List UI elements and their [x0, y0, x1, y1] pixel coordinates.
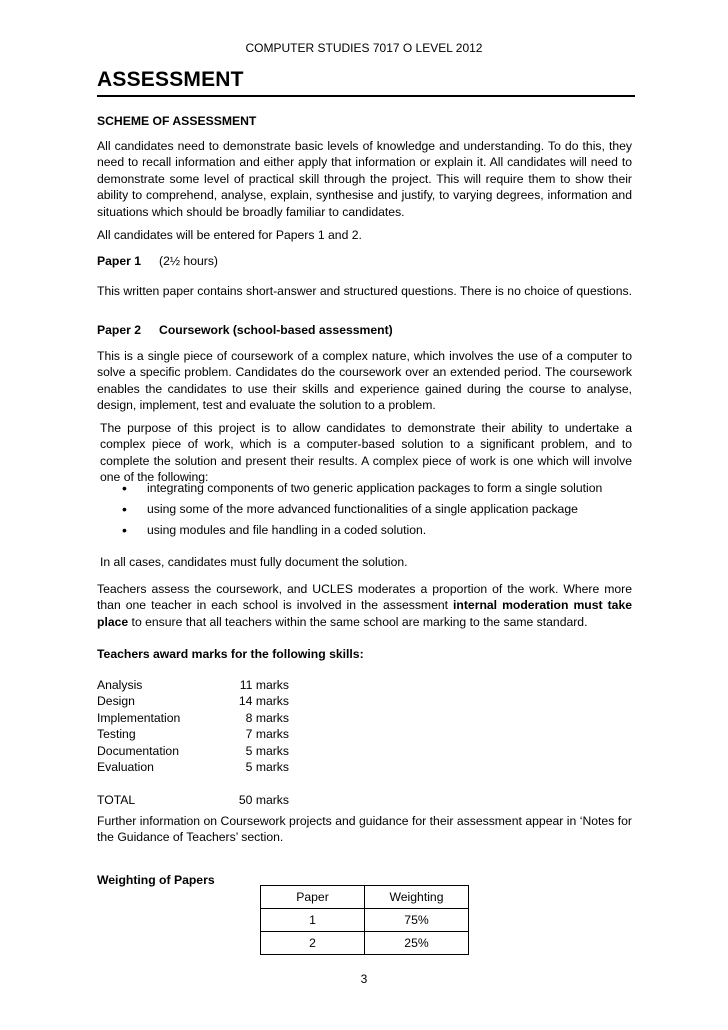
further-info: Further information on Coursework projects and guidance for their assessment appear in ‘Notes for the Guidance of Teachers’ section.: [97, 814, 632, 845]
weighting-value: 75%: [365, 909, 469, 932]
skill-marks: 7 marks: [245, 727, 289, 742]
skills-marks-table: [97, 677, 289, 808]
paper1-label: Paper 1: [97, 254, 142, 268]
total-marks: 50 marks: [238, 792, 289, 807]
purpose-paragraph: The purpose of this project is to allow candidates to demonstrate their ability to undertake a complex piece of work, which is a computer-based solution to a significant problem, and to complete the solution and present their results. A complex piece of work is one which will involve one of the following:: [100, 421, 632, 485]
table-row: [97, 677, 289, 693]
weighting-heading: Weighting of Papers: [97, 873, 215, 887]
list-item: • using modules and file handling in a coded solution.: [97, 522, 632, 538]
skill-marks: 8 marks: [245, 710, 289, 725]
title-rule: [97, 95, 635, 97]
list-item: • integrating components of two generic application packages to form a single solution: [97, 480, 632, 496]
weighting-value: 25%: [365, 932, 469, 955]
skill-marks: 11 marks: [239, 678, 289, 692]
paper1-duration: (2½ hours): [159, 254, 218, 268]
total-row: [97, 792, 289, 808]
weighting-paper: 1: [261, 909, 365, 932]
weighting-paper: 2: [261, 932, 365, 955]
skill-marks: 5 marks: [245, 760, 289, 775]
skills-heading: Teachers award marks for the following skills:: [97, 647, 364, 661]
skill-name: Implementation: [97, 710, 181, 725]
table-row: [97, 710, 289, 726]
paper2-label: Paper 2: [97, 323, 142, 337]
scheme-heading: SCHEME OF ASSESSMENT: [97, 114, 257, 128]
weighting-header-weighting: Weighting: [365, 886, 469, 909]
intro-paragraph: All candidates need to demonstrate basic levels of knowledge and understanding. To do this, they need to recall information and either apply that information or explain it. All candidates will need to demonstrate some level of practical skill through the project. This will require them to show their ability to comprehend, analyse, explain, synthesise and justify, to varying degrees, information and situations which should be broadly familiar to candidates.: [97, 139, 632, 219]
skill-name: Design: [97, 694, 135, 709]
weighting-table: [260, 885, 469, 955]
skill-name: Evaluation: [97, 760, 154, 775]
table-row: [97, 743, 289, 759]
table-row: [261, 886, 469, 909]
paper1-heading: [97, 253, 632, 269]
page-title: ASSESSMENT: [97, 68, 244, 91]
skill-marks: 14 marks: [238, 694, 289, 709]
skill-name: Analysis: [97, 678, 143, 692]
papers-entry: All candidates will be entered for Papers 1 and 2.: [97, 228, 362, 242]
table-row: [97, 726, 289, 742]
skill-marks: 5 marks: [245, 743, 289, 758]
skill-name: Documentation: [97, 743, 179, 758]
table-row: [261, 932, 469, 955]
total-label: TOTAL: [97, 792, 136, 807]
weighting-header-paper: Paper: [261, 886, 365, 909]
moderation-text-end: to ensure that all teachers within the same school are marking to the same standard.: [128, 614, 588, 629]
running-header: COMPUTER STUDIES 7017 O LEVEL 2012: [245, 41, 483, 55]
skill-name: Testing: [97, 727, 136, 742]
all-cases-note: In all cases, candidates must fully document the solution.: [100, 555, 408, 569]
list-item: • using some of the more advanced functionalities of a single application package: [97, 501, 632, 517]
moderation-paragraph: [97, 581, 632, 630]
paper2-heading: [97, 322, 632, 338]
page-number: 3: [360, 972, 368, 986]
table-row: [261, 909, 469, 932]
paper1-description: This written paper contains short-answer and structured questions. There is no choice of questions.: [97, 284, 632, 298]
moderation-emphasis: internal moderation must take place: [97, 598, 632, 629]
paper2-title: Coursework (school-based assessment): [159, 323, 393, 337]
table-row: [97, 693, 289, 709]
paper2-description: This is a single piece of coursework of a complex nature, which involves the use of a computer to solve a specific problem. Candidates do the coursework over an extended period. The coursework enables the candidates to use their skills and experience gained during the course to analyse, design, implement, test and evaluate the solution to a problem.: [97, 349, 632, 413]
moderation-text-start: Teachers assess the coursework, and UCLES moderates a proportion of the work. Where more than one teacher in each school is involved in the assessment: [97, 582, 632, 613]
project-options-list: [97, 480, 632, 543]
table-row: [97, 759, 289, 775]
